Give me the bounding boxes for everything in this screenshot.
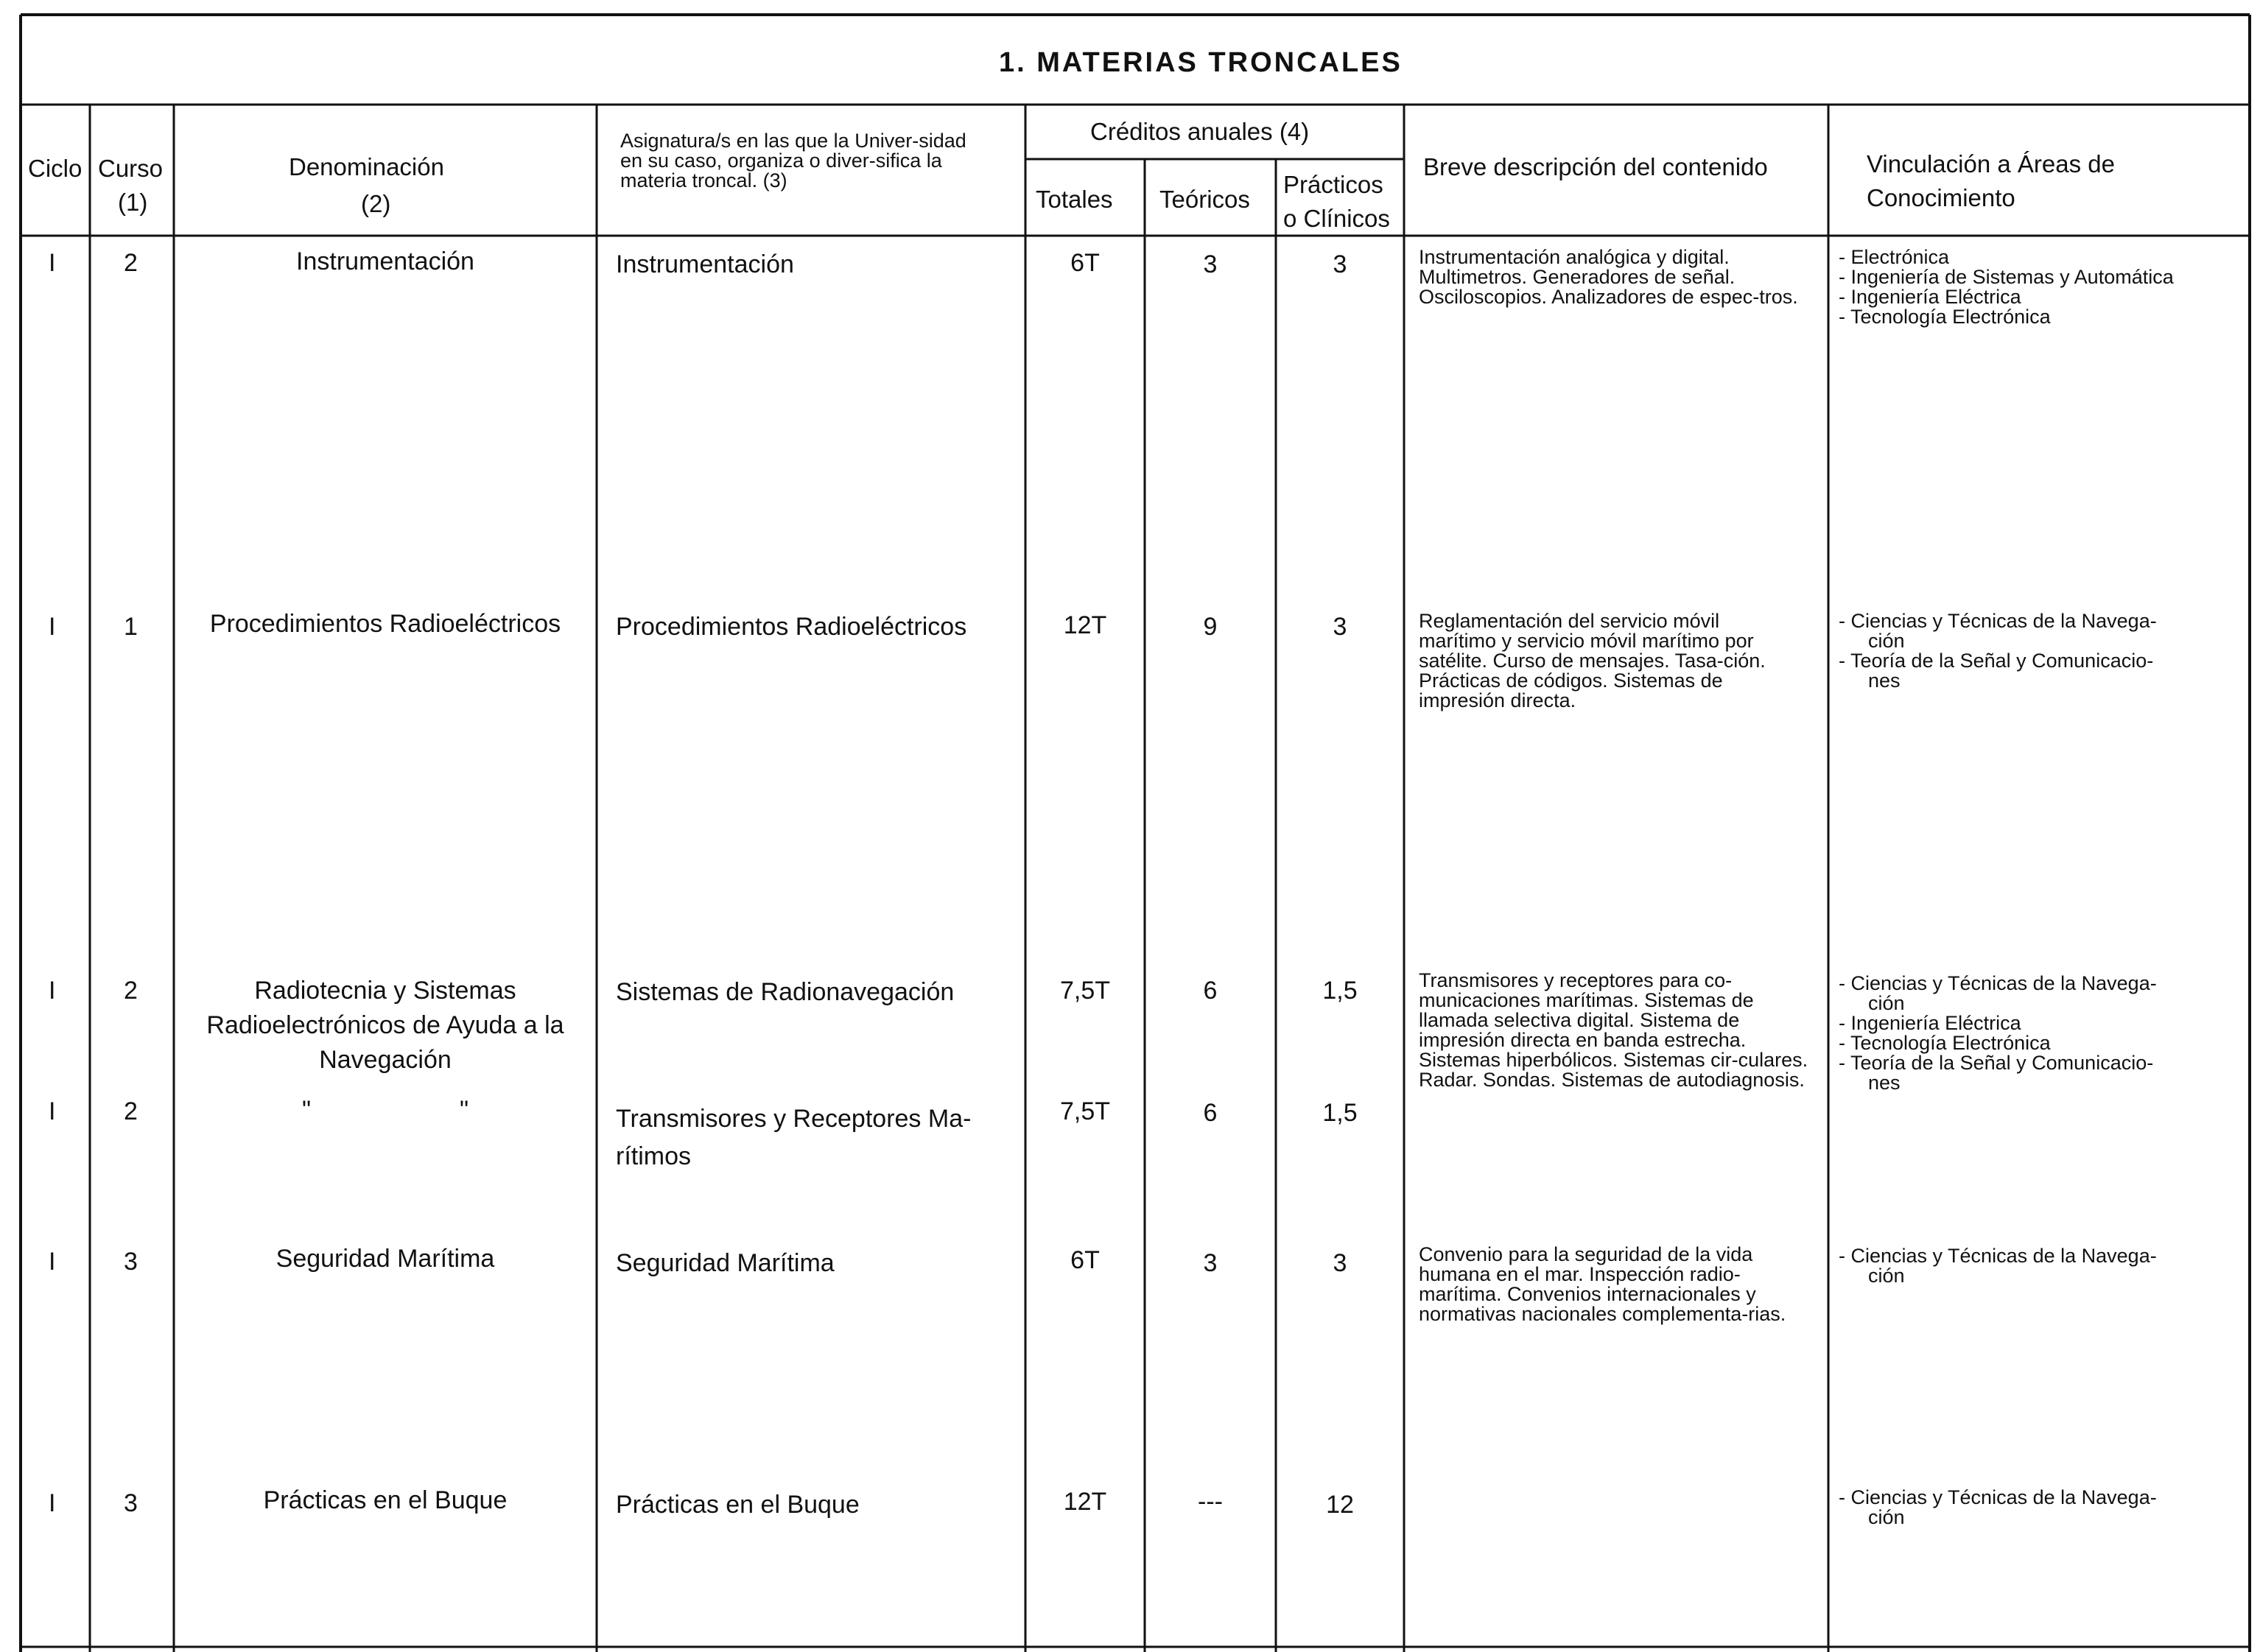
cell-teoricos: 6 — [1203, 977, 1218, 1005]
cell-descripcion: Instrumentación analógica y digital. Multimetros. Generadores de señal. Osciloscopios. Analizadores de espec-tros. — [1419, 246, 1798, 308]
cell-areas — [1839, 1246, 2248, 1286]
header-denominacion: Denominación — [289, 153, 444, 180]
cell-teoricos: --- — [1198, 1488, 1223, 1516]
cell-areas — [1839, 974, 2248, 1093]
cell-curso: 2 — [124, 977, 138, 1005]
area-item: - Teoría de la Señal y Comunicacio- — [1839, 650, 2154, 672]
cell-areas — [1839, 1488, 2248, 1528]
cell-teoricos: 9 — [1203, 613, 1218, 641]
header-practicos-1: Prácticos — [1283, 171, 1383, 198]
cell-totales: 7,5T — [1059, 1097, 1111, 1125]
area-item: ción — [1868, 1265, 1905, 1287]
header-curso: Curso — [98, 155, 164, 182]
cell-practicos: 1,5 — [1322, 977, 1358, 1005]
header-vinculacion-1: Vinculación a Áreas de — [1867, 150, 2115, 177]
cell-ciclo: I — [49, 1097, 56, 1125]
header-teoricos: Teóricos — [1159, 186, 1250, 213]
cell-asignatura: Sistemas de Radionavegación — [616, 978, 955, 1006]
cell-ciclo: I — [49, 977, 56, 1005]
cell-ciclo: I — [49, 613, 56, 641]
header-curso-note: (1) — [118, 189, 148, 216]
cell-denominacion: Instrumentación — [296, 247, 474, 275]
cell-ciclo: I — [49, 249, 56, 277]
cell-areas — [1839, 611, 2248, 691]
area-item: - Ciencias y Técnicas de la Navega- — [1839, 1486, 2157, 1508]
ditto-mark: " — [302, 1096, 312, 1124]
cell-teoricos: 3 — [1203, 1249, 1218, 1277]
header-practicos-2: o Clínicos — [1283, 205, 1390, 232]
cell-teoricos: 6 — [1203, 1099, 1218, 1127]
area-item: nes — [1868, 1072, 1901, 1094]
area-item: - Ingeniería Eléctrica — [1839, 286, 2021, 308]
cell-asignatura: Transmisores y Receptores Ma-rítimos — [616, 1105, 972, 1170]
cell-totales: 6T — [1070, 1246, 1100, 1274]
cell-curso: 1 — [124, 613, 138, 641]
cell-areas — [1839, 247, 2248, 327]
area-item: - Teoría de la Señal y Comunicacio- — [1839, 1052, 2154, 1074]
cell-practicos: 3 — [1333, 613, 1347, 641]
cell-denominacion: Prácticas en el Buque — [263, 1486, 508, 1514]
ditto-mark: " — [460, 1096, 469, 1124]
cell-denominacion: Procedimientos Radioeléctricos — [209, 610, 561, 638]
cell-descripcion: Convenio para la seguridad de la vida humana en el mar. Inspección radio-marítima. Convenios internacionales y normativas nacionales complementa-rias. — [1419, 1243, 1786, 1325]
cell-curso: 3 — [124, 1248, 138, 1276]
cell-curso: 2 — [124, 249, 138, 277]
cell-totales: 6T — [1070, 249, 1100, 277]
area-item: ción — [1868, 630, 1905, 652]
header-creditos: Créditos anuales (4) — [1090, 118, 1310, 145]
cell-asignatura: Seguridad Marítima — [616, 1249, 835, 1277]
area-item: - Ciencias y Técnicas de la Navega- — [1839, 972, 2157, 994]
header-denominacion-note: (2) — [361, 190, 391, 217]
cell-teoricos: 3 — [1203, 250, 1218, 278]
area-item: - Ingeniería Eléctrica — [1839, 1012, 2021, 1034]
area-item: - Ingeniería de Sistemas y Automática — [1839, 266, 2174, 288]
header-totales: Totales — [1036, 186, 1113, 213]
cell-asignatura: Instrumentación — [616, 250, 794, 278]
area-item: ción — [1868, 1506, 1905, 1528]
cell-asignatura: Prácticas en el Buque — [616, 1491, 860, 1519]
cell-denominacion: Radiotecnia y Sistemas Radioelectrónicos de Ayuda a la Navegación — [206, 977, 564, 1074]
area-item: - Ciencias y Técnicas de la Navega- — [1839, 610, 2157, 632]
cell-denominacion: Seguridad Marítima — [276, 1245, 495, 1273]
cell-practicos: 1,5 — [1322, 1099, 1358, 1127]
cell-totales: 7,5T — [1059, 977, 1111, 1005]
cell-descripcion: Transmisores y receptores para co-municaciones marítimas. Sistemas de llamada selectiva digital. Sistema de impresión directa en banda estrecha. Sistemas hiperbólicos. Sistemas cir-culares. Radar. Sondas. Sistemas de autodiagnosis. — [1419, 969, 1808, 1091]
area-item: - Electrónica — [1839, 246, 1950, 268]
cell-totales: 12T — [1063, 611, 1107, 639]
area-item: ción — [1868, 992, 1905, 1014]
header-vinculacion-2: Conocimiento — [1867, 184, 2015, 211]
area-item: - Tecnología Electrónica — [1839, 306, 2051, 328]
cell-ciclo: I — [49, 1248, 56, 1276]
area-item: - Tecnología Electrónica — [1839, 1032, 2051, 1054]
header-descripcion: Breve descripción del contenido — [1423, 153, 1768, 180]
cell-practicos: 3 — [1333, 250, 1347, 278]
header-asignatura: Asignatura/s en las que la Univer-sidad en su caso, organiza o diver-sifica la materia troncal. (3) — [620, 130, 966, 191]
header-ciclo: Ciclo — [28, 155, 83, 182]
cell-practicos: 12 — [1326, 1491, 1354, 1519]
cell-curso: 2 — [124, 1097, 138, 1125]
area-item: nes — [1868, 669, 1901, 692]
table-title: 1. MATERIAS TRONCALES — [999, 47, 1403, 78]
cell-practicos: 3 — [1333, 1249, 1347, 1277]
cell-ciclo: I — [49, 1489, 56, 1517]
cell-curso: 3 — [124, 1489, 138, 1517]
area-item: - Ciencias y Técnicas de la Navega- — [1839, 1245, 2157, 1267]
cell-descripcion: Reglamentación del servicio móvil marítimo y servicio móvil marítimo por satélite. Curso de mensajes. Tasa-ción. Prácticas de códigos. Sistemas de impresión directa. — [1419, 610, 1766, 711]
cell-totales: 12T — [1063, 1488, 1107, 1516]
cell-asignatura: Procedimientos Radioeléctricos — [616, 613, 967, 641]
